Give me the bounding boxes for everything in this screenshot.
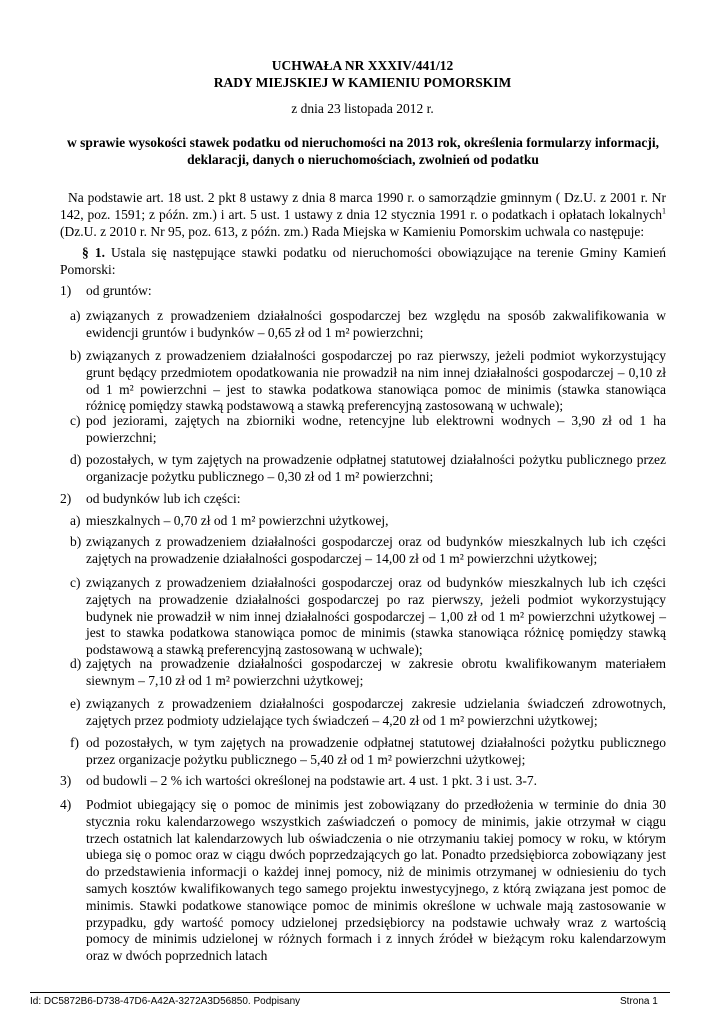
list-item	[60, 773, 666, 790]
item-text: pod jeziorami, zajętych na zbiorniki wodne, retencyjne lub elektrowni wodnych – 3,90 zł od 1 ha powierzchni;	[86, 413, 666, 445]
item-letter: d)	[70, 452, 82, 467]
legal-basis-text-a: Na podstawie art. 18 ust. 2 pkt 8 ustawy z dnia 8 marca 1990 r. o samorządzie gminnym ( Dz.U. z 2001 r. Nr 142, poz. 1591; z późn. zm.) i art. 5 ust. 1 ustawy z dnia 12 stycznia 1991 r. o podatkach i opłatach lokalnych	[60, 190, 666, 222]
resolution-subject: w sprawie wysokości stawek podatku od nieruchomości na 2013 rok, określenia formularzy informacji, deklaracji, danych o nieruchomościach, zwolnień od podatku	[66, 135, 659, 167]
page-number: Strona 1	[620, 996, 658, 1007]
item-number: 4)	[60, 797, 72, 812]
list-item	[70, 413, 666, 447]
list-item	[70, 452, 666, 486]
item-text: pozostałych, w tym zajętych na prowadzenie odpłatnej statutowej działalności pożytku publicznego przez organizacje pożytku publicznego – 0,30 zł od 1 m² powierzchni;	[86, 452, 666, 484]
footnote-marker: 1	[662, 206, 666, 216]
item-text: od budynków lub ich części:	[86, 491, 241, 506]
item-text: od gruntów:	[86, 283, 152, 298]
document-id: Id: DC5872B6-D738-47D6-A42A-3272A3D56850. Podpisany	[30, 996, 301, 1007]
list-item	[60, 797, 666, 965]
list-item	[70, 513, 666, 530]
item-letter: a)	[70, 513, 81, 528]
section-1-label: § 1.	[82, 245, 105, 260]
item-text: związanych z prowadzeniem działalności gospodarczej po raz pierwszy, jeżeli podmiot wykorzystujący grunt będący przedmiotem opodatkowania nie prowadził na nim innej działalności gospodarczej – 0,10 zł od 1 m² powierzchni – jest to stawka podatkowa stanowiąca pomoc de minimis (stawka stanowiąca różnicę pomiędzy stawką podstawową a stawką preferencyjną zastosowaną w uchwale);	[86, 348, 666, 414]
item-letter: c)	[70, 413, 81, 428]
item-text: mieszkalnych – 0,70 zł od 1 m² powierzchni użytkowej,	[86, 513, 389, 528]
item-text: Podmiot ubiegający się o pomoc de minimis jest zobowiązany do przedłożenia w terminie do dnia 30 stycznia roku kalendarzowego wszystkich zaświadczeń o pomocy de minimis, jakie otrzymał w ciągu trzech ostatnich lat kalendarzowych lub oświadczenia o nie otrzymaniu takiej pomocy w roku, w którym ubiega się o pomoc oraz w ciągu dwóch poprzedzających go lat. Ponadto przedsiębiorca zobowiązany jest do przedstawienia informacji o każdej innej pomocy, niż de minimis otrzymanej w odniesieniu do tych samych kosztów kwalifikowanych tego samego projektu inwestycyjnego, z którą związana jest pomoc de minimis. Stawki podatkowe stanowiące pomoc de minimis określone w uchwale mają zastosowanie w przypadku, gdy wartość pomocy udzielonej przedsiębiorcy na podstawie uchwały wraz z wartością pomocy de minimis udzielonej w różnych formach i z innych źródeł w bieżącym roku kalendarzowym oraz w dwóch poprzednich latach	[86, 797, 666, 964]
list-item	[70, 575, 666, 659]
item-text: związanych z prowadzeniem działalności gospodarczej zakresie udzielania świadczeń zdrowotnych, zajętych przez podmioty udzielające tych świadczeń – 4,20 zł od 1 m² powierzchni użytkowej;	[86, 696, 666, 728]
resolution-title: UCHWAŁA NR XXXIV/441/12	[271, 58, 454, 73]
item-letter: d)	[70, 656, 82, 671]
item-text: związanych z prowadzeniem działalności gospodarczej bez względu na sposób zakwalifikowania w ewidencji gruntów i budynków – 0,65 zł od 1 m² powierzchni;	[86, 308, 666, 340]
item-text: związanych z prowadzeniem działalności gospodarczej oraz od budynków mieszkalnych lub ich części zajętych na prowadzenie działalności gospodarczej po raz pierwszy, jeżeli podmiot wykorzystujący budynek nie prowadził w nim innej działalności gospodarczej – 1,00 zł od 1 m² powierzchni użytkowej – jest to stawka podatkowa stanowiąca pomoc de minimis (stawka stanowiąca różnicę pomiędzy stawką podstawową a stawką preferencyjną zastosowaną w uchwale);	[86, 575, 666, 658]
section-1-text: Ustala się następujące stawki podatku od nieruchomości obowiązujące na terenie Gminy Kamień Pomorski:	[60, 245, 667, 277]
list-item	[70, 348, 666, 415]
item-letter: e)	[70, 696, 81, 711]
council-name: RADY MIEJSKIEJ W KAMIENIU POMORSKIM	[213, 75, 512, 90]
item-number: 1)	[60, 283, 72, 298]
item-number: 3)	[60, 773, 72, 788]
list-item	[60, 283, 666, 300]
item-number: 2)	[60, 491, 72, 506]
item-letter: f)	[70, 735, 79, 750]
item-letter: c)	[70, 575, 81, 590]
footer-divider	[30, 992, 670, 993]
list-item	[70, 534, 666, 568]
list-item	[70, 656, 666, 690]
item-text: od budowli – 2 % ich wartości określonej na podstawie art. 4 ust. 1 pkt. 3 i ust. 3-7.	[86, 773, 538, 788]
list-item	[70, 735, 666, 769]
item-text: związanych z prowadzeniem działalności gospodarczej oraz od budynków mieszkalnych lub ich części zajętych na prowadzenie działalności gospodarczej – 14,00 zł od 1 m² powierzchni użytkowej;	[86, 534, 666, 566]
legal-basis-text-b: (Dz.U. z 2010 r. Nr 95, poz. 613, z późn. zm.) Rada Miejska w Kamieniu Pomorskim uchwala co następuje:	[60, 223, 645, 239]
item-letter: b)	[70, 348, 82, 363]
list-item	[60, 491, 666, 508]
resolution-date: z dnia 23 listopada 2012 r.	[291, 101, 434, 116]
item-letter: a)	[70, 308, 81, 323]
section-1-paragraph	[60, 245, 666, 279]
item-text: zajętych na prowadzenie działalności gospodarczej w zakresie obrotu kwalifikowanym materiałem siewnym – 7,10 zł od 1 m² powierzchni użytkowej;	[86, 656, 666, 688]
item-letter: b)	[70, 534, 82, 549]
legal-basis-paragraph	[60, 190, 666, 240]
item-text: od pozostałych, w tym zajętych na prowadzenie odpłatnej statutowej działalności pożytku publicznego przez organizacje pożytku publicznego – 5,40 zł od 1 m² powierzchni użytkowej;	[86, 735, 666, 767]
list-item	[70, 696, 666, 730]
list-item	[70, 308, 666, 342]
